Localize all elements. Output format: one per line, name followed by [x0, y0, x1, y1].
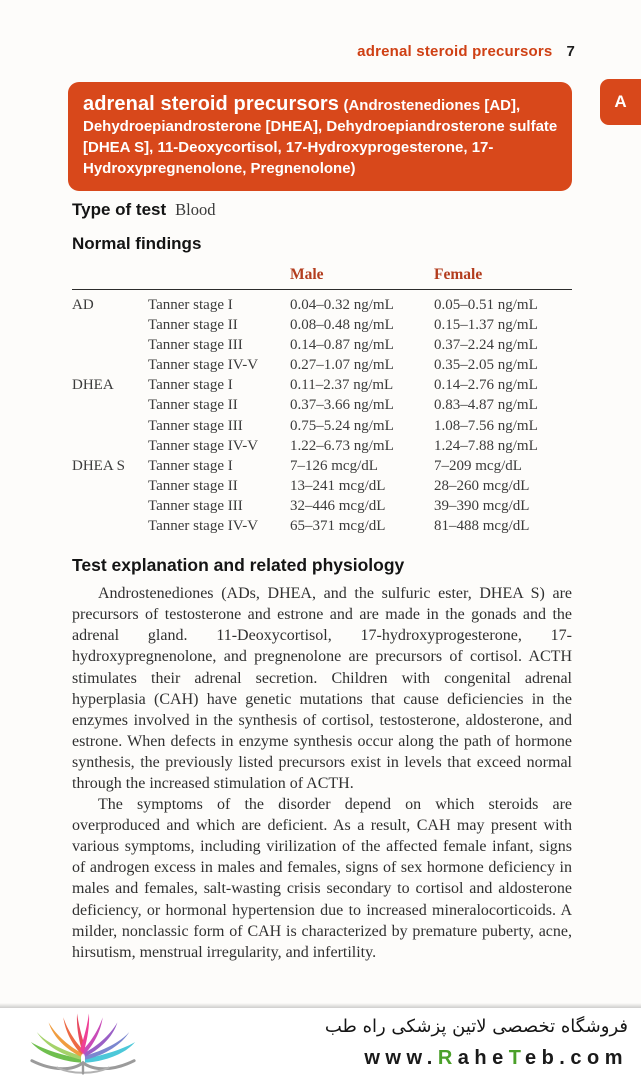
test-name: [72, 315, 148, 335]
site-url-part: eb.com: [524, 1047, 628, 1069]
table-row: [72, 456, 572, 476]
site-url: [325, 1044, 628, 1072]
site-url-part: www.: [364, 1047, 438, 1069]
running-header-title: adrenal steroid precursors: [357, 43, 553, 60]
test-name: DHEA: [72, 377, 114, 394]
table-row: [72, 290, 572, 316]
table-row: [72, 315, 572, 335]
tanner-stage: Tanner stage I: [148, 297, 233, 313]
normal-findings-table: [72, 264, 572, 536]
female-value: 28–260 mcg/dL: [434, 477, 530, 494]
male-value: 32–446 mcg/dL: [290, 497, 386, 514]
table-row: [72, 516, 572, 536]
tanner-stage: Tanner stage IV-V: [148, 357, 259, 374]
male-value: 0.11–2.37 ng/mL: [290, 377, 394, 394]
test-name: [72, 436, 148, 456]
test-name: [72, 395, 148, 415]
male-value: 0.14–0.87 ng/mL: [290, 337, 394, 354]
male-value: 65–371 mcg/dL: [290, 518, 386, 535]
explanation-heading: Test explanation and related physiology: [72, 555, 405, 576]
running-header: [0, 43, 575, 60]
tanner-stage: Tanner stage I: [148, 377, 233, 394]
table-header-row: [72, 264, 572, 290]
male-value: 0.08–0.48 ng/mL: [290, 317, 394, 334]
male-value: 0.27–1.07 ng/mL: [290, 357, 394, 374]
table-row: [72, 395, 572, 415]
test-name: DHEA S: [72, 457, 125, 474]
site-url-part: ahe: [457, 1047, 509, 1069]
page-content: [72, 192, 572, 963]
tanner-stage: Tanner stage II: [148, 317, 238, 334]
entry-title-synonyms: (Androstenediones [AD], Dehydroepiandrosterone [DHEA], Dehydroepiandrosterone sulfate [DHEA S], 11-Deoxycortisol, 17-Hydroxyprogesterone, 17-Hydroxypregnenolone, Pregnenolone): [83, 97, 558, 177]
table-row: [72, 436, 572, 456]
female-value: 39–390 mcg/dL: [434, 497, 530, 514]
male-value: 1.22–6.73 ng/mL: [290, 437, 394, 454]
table-row: [72, 375, 572, 395]
type-of-test-value: Blood: [175, 200, 216, 219]
site-url-part-green: R: [437, 1047, 458, 1069]
alphabet-thumb-tab-label: A: [614, 92, 627, 111]
female-value: 1.24–7.88 ng/mL: [434, 437, 538, 454]
store-name-farsi: فروشگاه تخصصی لاتین پزشکی راه طب: [324, 1016, 628, 1037]
type-of-test-row: [72, 198, 572, 223]
type-of-test-label: Type of test: [72, 200, 167, 219]
test-name: [72, 355, 148, 375]
explanation-paragraph-1: Androstenediones (ADs, DHEA, and the sulfuric ester, DHEA S) are precursors of testosterone and estrone and are made in the gonads and the adrenal gland. 11-Deoxycortisol, 17-hydroxyprogesterone, 17-hydroxypregnenolone, and pregnenolone are precursors of cortisol. ACTH stimulates their adrenal secretion. Children with congenital adrenal hyperplasia (CAH) have genetic mutations that cause deficiencies in the enzymes involved in the synthesis of cortisol, testosterone, aldosterone, and estrone. When defects in enzyme synthesis occur along the path of hormone synthesis, the previously listed precursors exist in levels that exceed normal through the increased stimulation of ACTH.: [72, 585, 572, 792]
table-row: [72, 416, 572, 436]
male-column-header: Male: [290, 264, 434, 290]
site-url-part-green: T: [508, 1047, 525, 1069]
table-row: [72, 476, 572, 496]
table-row: [72, 355, 572, 375]
test-name: [72, 516, 148, 536]
page-number: 7: [566, 43, 575, 60]
female-value: 0.37–2.24 ng/mL: [434, 337, 538, 354]
female-value: 1.08–7.56 ng/mL: [434, 417, 538, 434]
female-value: 0.05–0.51 ng/mL: [434, 297, 538, 313]
tanner-stage: Tanner stage I: [148, 457, 233, 474]
tanner-stage: Tanner stage II: [148, 477, 238, 494]
female-column-header: Female: [434, 264, 572, 290]
test-name: [72, 335, 148, 355]
raheteb-watermark-footer: [0, 1008, 641, 1080]
explanation-paragraph-2: The symptoms of the disorder depend on which steroids are overproduced and which are deficient. As a result, CAH may present with various symptoms, including virilization of the affected female infant, signs of androgen excess in males and females, signs of sex hormone deficiency in males and females, salt-wasting crisis secondary to cortisol and aldosterone deficiency, or hormonal hypertension due to increased mineralocorticoids. A milder, nonclassic form of CAH is characterized by premature puberty, acne, hirsutism, menstrual irregularity, and infertility.: [72, 796, 572, 961]
female-value: 7–209 mcg/dL: [434, 457, 522, 474]
male-value: 0.75–5.24 ng/mL: [290, 417, 394, 434]
tanner-stage: Tanner stage III: [148, 497, 243, 514]
entry-title-box: [68, 82, 572, 191]
male-value: 13–241 mcg/dL: [290, 477, 386, 494]
female-value: 0.14–2.76 ng/mL: [434, 377, 538, 394]
female-value: 0.35–2.05 ng/mL: [434, 357, 538, 374]
test-name: AD: [72, 297, 94, 313]
footer-text-block: [325, 1014, 628, 1072]
test-name: [72, 416, 148, 436]
stage-column-header: [148, 264, 290, 290]
male-value: 7–126 mcg/dL: [290, 457, 378, 474]
female-value: 0.15–1.37 ng/mL: [434, 317, 538, 334]
alphabet-thumb-tab: [600, 79, 641, 125]
tanner-stage: Tanner stage IV-V: [148, 437, 259, 454]
tanner-stage: Tanner stage II: [148, 397, 238, 414]
raheteb-open-book-logo-icon: [24, 1010, 142, 1080]
male-value: 0.04–0.32 ng/mL: [290, 297, 394, 313]
test-name: [72, 476, 148, 496]
tanner-stage: Tanner stage IV-V: [148, 518, 259, 535]
tanner-stage: Tanner stage III: [148, 337, 243, 354]
test-column-header: [72, 264, 148, 290]
female-value: 0.83–4.87 ng/mL: [434, 397, 538, 414]
entry-title: adrenal steroid precursors: [83, 93, 340, 115]
male-value: 0.37–3.66 ng/mL: [290, 397, 394, 414]
table-row: [72, 496, 572, 516]
tanner-stage: Tanner stage III: [148, 417, 243, 434]
normal-findings-heading: Normal findings: [72, 234, 202, 253]
table-row: [72, 335, 572, 355]
test-name: [72, 496, 148, 516]
female-value: 81–488 mcg/dL: [434, 518, 530, 535]
